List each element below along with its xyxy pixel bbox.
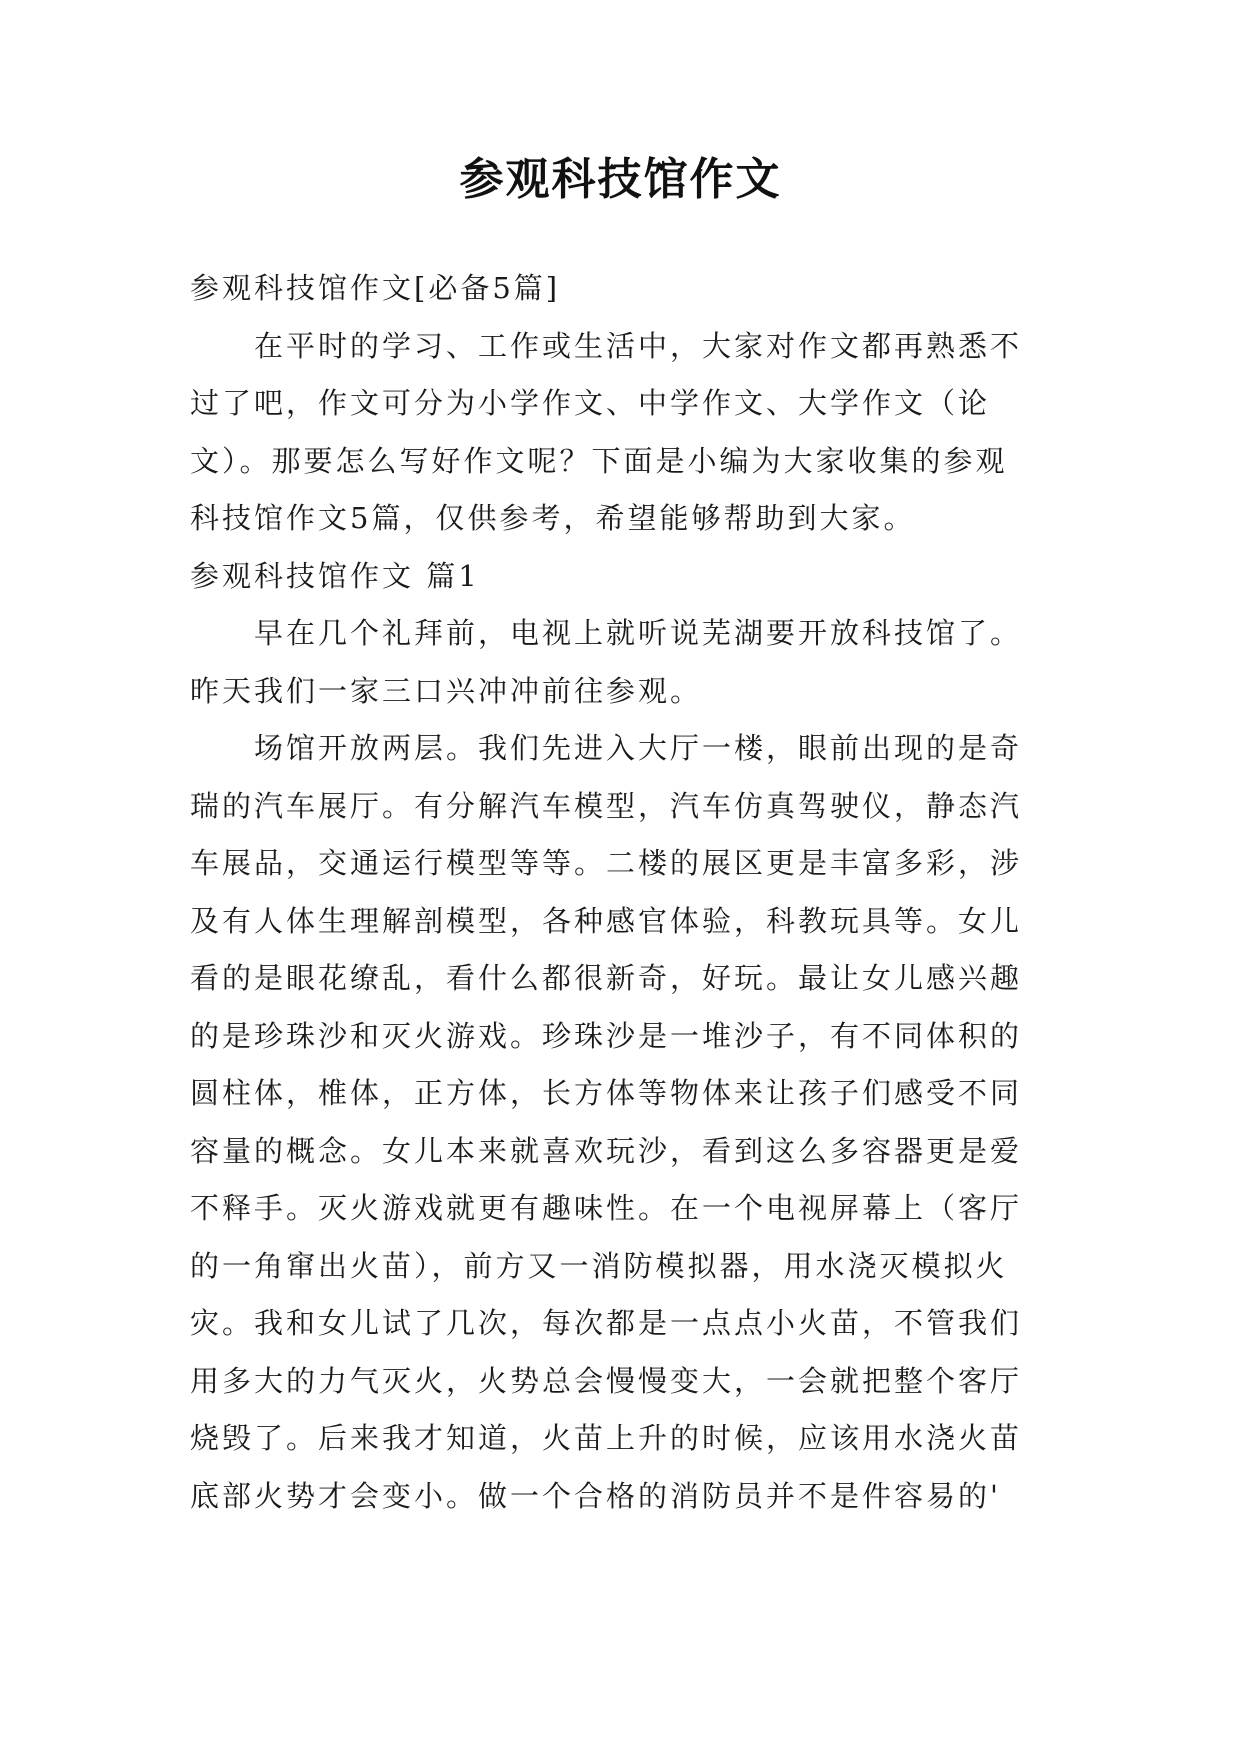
- intro-paragraph: [190, 318, 1060, 548]
- body-paragraph-2: [190, 720, 1060, 1525]
- text-line: 的是珍珠沙和灭火游戏。珍珠沙是一堆沙子，有不同体积的: [190, 1018, 1023, 1053]
- text-line: 容量的概念。女儿本来就喜欢玩沙，看到这么多容器更是爱: [190, 1133, 1023, 1168]
- text-line: 过了吧，作文可分为小学作文、中学作文、大学作文（论: [190, 386, 991, 420]
- text-line: 灾。我和女儿试了几次，每次都是一点点小火苗，不管我们: [190, 1306, 1023, 1340]
- text-line: 车展品，交通运行模型等等。二楼的展区更是丰富多彩，涉: [190, 846, 1023, 880]
- text-line: 用多大的力气灭火，火势总会慢慢变大，一会就把整个客厅: [190, 1363, 1023, 1398]
- text-line: 烧毁了。后来我才知道，火苗上升的时候，应该用水浇火苗: [190, 1421, 1023, 1455]
- document-body: [190, 260, 1060, 1525]
- text-line: 文）。那要怎么写好作文呢？下面是小编为大家收集的参观: [190, 443, 1008, 478]
- text-line: 昨天我们一家三口兴冲冲前往参观。: [190, 673, 703, 708]
- text-line: 科技馆作文5篇，仅供参考，希望能够帮助到大家。: [190, 501, 916, 535]
- text-line: 看的是眼花缭乱，看什么都很新奇，好玩。最让女儿感兴趣: [190, 961, 1023, 995]
- text-line: 底部火势才会变小。做一个合格的消防员并不是件容易的': [190, 1478, 1001, 1513]
- text-line: 瑞的汽车展厅。有分解汽车模型，汽车仿真驾驶仪，静态汽: [190, 788, 1023, 823]
- text-line: 圆柱体，椎体，正方体，长方体等物体来让孩子们感受不同: [190, 1076, 1023, 1110]
- text-line: 场馆开放两层。我们先进入大厅一楼，眼前出现的是奇: [254, 731, 1023, 765]
- document-title: 参观科技馆作文: [459, 154, 782, 205]
- text-line: 不释手。灭火游戏就更有趣味性。在一个电视屏幕上（客厅: [190, 1191, 1023, 1225]
- text-line: 在平时的学习、工作或生活中，大家对作文都再熟悉不: [254, 328, 1023, 363]
- text-line: 及有人体生理解剖模型，各种感官体验，科教玩具等。女儿: [190, 903, 1023, 938]
- body-paragraph-1: [190, 605, 1060, 720]
- text-line: 的一角窜出火苗），前方又一消防模拟器，用水浇灭模拟火: [190, 1248, 1008, 1283]
- document-subtitle: 参观科技馆作文[必备5篇]: [190, 271, 561, 305]
- text-line: 早在几个礼拜前，电视上就听说芜湖要开放科技馆了。: [254, 616, 1023, 650]
- section-heading: 参观科技馆作文 篇1: [190, 558, 480, 593]
